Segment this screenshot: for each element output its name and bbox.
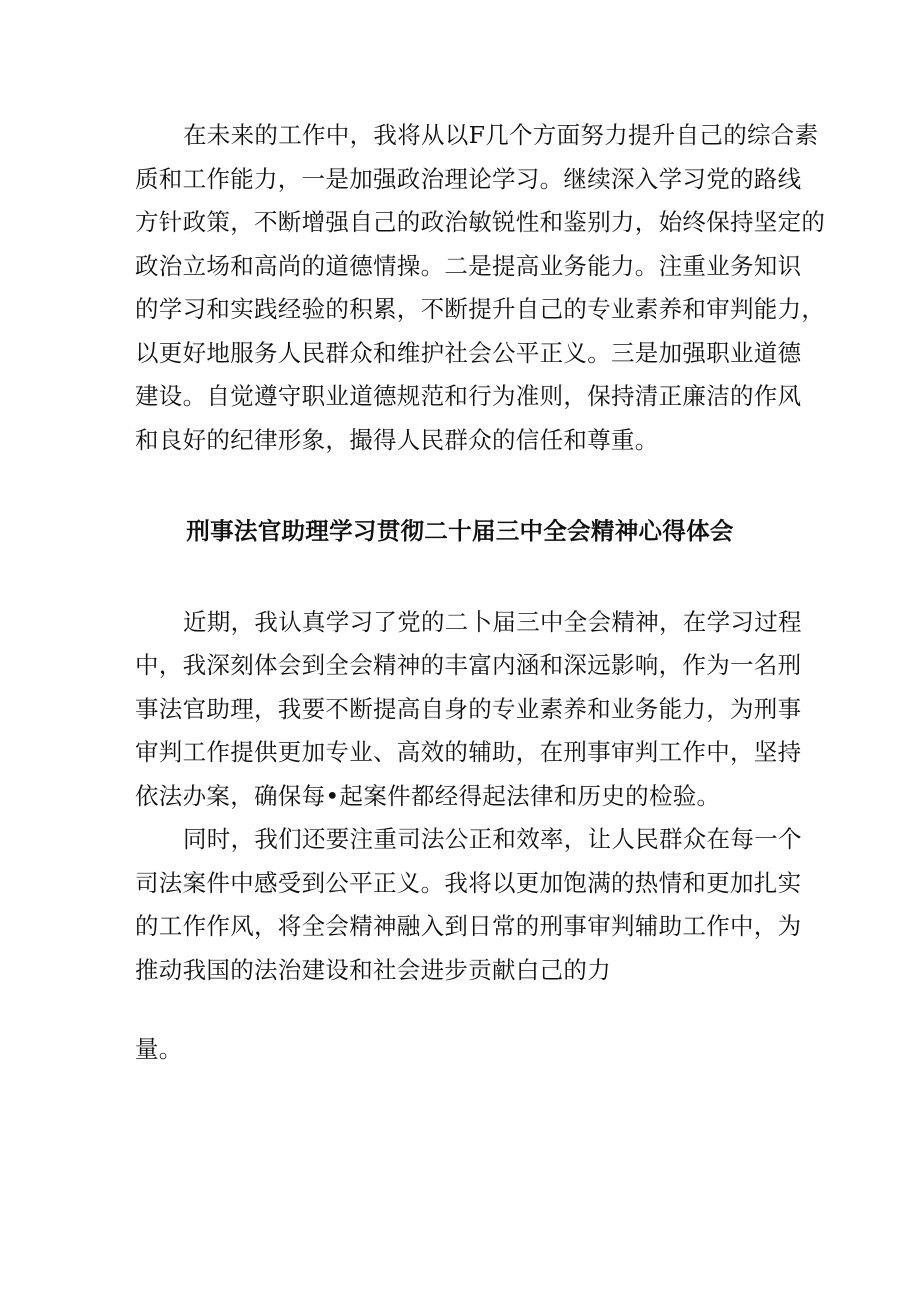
- paragraph1-line-7: 建设。自觉遵守职业道德规范和行为准则，保持清正廉洁的作风: [135, 382, 802, 410]
- paragraph1-line-1: 在未来的工作中，我将从以F几个方面努力提升自己的综合素: [183, 121, 819, 149]
- paragraph2-line-5: 依法办案，确保每•起案件都经得起法律和历史的检验。: [135, 782, 721, 810]
- paragraph1-line-2: 质和工作能力，一是加强政治理论学习。继续深入学习党的路线: [135, 165, 802, 193]
- section-title: 刑事法官助理学习贯彻二十届三中全会精神心得体会: [186, 517, 734, 545]
- paragraph2-line-4: 审判工作提供更加专业、高效的辅助，在刑事审判工作中，坚持: [135, 738, 802, 766]
- paragraph3-trailing: 量。: [135, 1035, 183, 1063]
- paragraph1-line-5: 的学习和实践经验的积累，不断提升自己的专业素养和审判能力，: [135, 295, 826, 323]
- paragraph1-line-8: 和良好的纪律形象，撮得人民群众的信任和尊重。: [135, 426, 659, 454]
- paragraph3-line-2: 司法案件中感受到公平正义。我将以更加饱满的热情和更加扎实: [135, 869, 802, 897]
- paragraph3-line-1: 同时，我们还要注重司法公正和效率，让人民群众在每一个: [183, 825, 802, 853]
- paragraph3-line-3: 的工作作风，将全会精神融入到日常的刑事审判辅助工作中，为: [135, 912, 802, 940]
- paragraph2-line-3: 事法官助理，我要不断提高自身的专业素养和业务能力，为刑事: [135, 695, 802, 723]
- paragraph1-line-4: 政治立场和高尚的道德情操。二是提高业务能力。注重业务知识: [135, 252, 802, 280]
- paragraph1-line-3: 方针政策，不断增强自己的政治敏锐性和鉴别力，始终保持坚定的: [135, 208, 826, 236]
- paragraph2-line-2: 中，我深刻体会到全会精神的丰富内涵和深远影响，作为一名刑: [135, 651, 802, 679]
- paragraph2-line-1: 近期，我认真学习了党的二卜届三中全会精神，在学习过程: [183, 608, 802, 636]
- paragraph3-line-4: 推动我国的法治建设和社会进步贡献白己的力: [135, 956, 611, 984]
- paragraph1-line-6: 以更好地服务人民群众和维护社会公平正义。三是加强职业道德: [135, 339, 802, 367]
